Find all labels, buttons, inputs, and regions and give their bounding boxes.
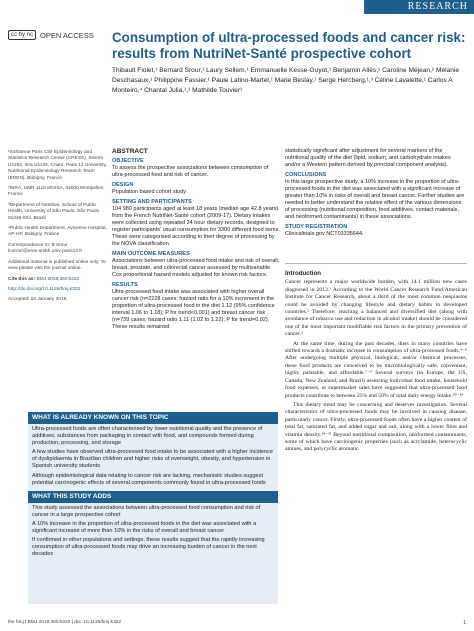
introduction-heading: Introduction	[285, 270, 322, 277]
article-title: Consumption of ultra-processed foods and cancer risk: results from NutriNet-Santé prospective cohort	[112, 30, 466, 61]
results-heading: RESULTS	[112, 282, 138, 288]
setting-text: 104 980 participants aged at least 18 years (median age 42.8 years) from the French NutriNet-Santé cohort (2009-17). Dietary intakes were collected using repeated 24 hour dietary records, designed to register participants' usual consumption for 3300 different food items. These were categorised according to their degree of processing by the NOVA classification.	[112, 206, 280, 247]
open-access-badge	[8, 30, 94, 40]
results-text: Ultra-processed food intake was associated with higher overall cancer risk (n=2228 cases; hazard ratio for a 10% increment in the proportion of ultra-processed food in the diet 1.12 (95% confidence interval 1.06 to 1.18); P for trend<0.001) and breast cancer risk (n=739 cases; hazard ratio 1.11 (1.02 to 1.22); P for trend=0.02). These results remained	[112, 289, 275, 330]
affiliation-3: ³Department of Nutrition, School of Public Health, University of São Paulo, São Paulo 01246-904, Brazil	[8, 202, 100, 221]
additional-material-note: Additional material is published online only. To view please visit the journal online.	[8, 259, 106, 272]
creative-commons-icon: cc by nc	[8, 30, 36, 40]
accepted-date: Accepted: 10 January 2018	[8, 297, 67, 303]
affiliation-1: ¹Sorbonne Paris Cité Epidemiology and Statistics Research Center (CRESS), Inserm U1153, Inra U1125, Cnam, Paris 13 University, Nutritional Epidemiology Research Team (EREN), Bobigny, France	[8, 150, 107, 181]
adds-point-3: If confirmed in other populations and settings, these results suggest that the rapidly increasing consumption of ultra-processed foods may drive an increasing burden of cancer in the next decades	[32, 537, 265, 558]
abstract-heading: ABSTRACT	[112, 148, 148, 155]
adds-heading: WHAT THIS STUDY ADDS	[28, 491, 278, 503]
abstract	[112, 148, 280, 332]
divider	[285, 263, 467, 264]
adds-point-1: This study assessed the associations between ultra-processed food consumption and risk of cancer in a large prospective cohort	[32, 504, 261, 518]
page-number: 1	[463, 620, 466, 626]
conclusions-heading: CONCLUSIONS	[285, 172, 327, 178]
cite-label: Cite this as:	[8, 276, 36, 282]
known-point-1: Ultra-processed foods are often characterised by lower nutritional quality and the presence of additives, substances from packaging in contact with food, and compounds formed during production, processing, and storage	[32, 426, 263, 447]
introduction-paragraph-1: Cancer represents a major worldwide burden, with 14.1 million new cases diagnosed in 2012.¹ According to the World Cancer Research Fund/American Institute for Cancer Research, about a third of the most common neoplasms could be avoided by changing lifestyle and dietary habits in developed countries.² Therefore, reaching a balanced and diversified diet (along with avoidance of tobacco use and reduction in alcohol intake) should be considered one of the most important modifiable risk factors in the primary prevention of cancer.³	[285, 279, 467, 338]
page-footer	[8, 620, 466, 625]
known-heading: WHAT IS ALREADY KNOWN ON THIS TOPIC	[28, 412, 278, 424]
affiliations-column	[8, 150, 108, 308]
cite-reference-link[interactable]: BMJ 2018;360:k322	[36, 276, 80, 282]
design-text: Population based cohort study.	[112, 189, 188, 195]
correspondence: Correspondence to: B Srour b.srour@eren.smbh.univ-paris13.fr	[8, 242, 83, 255]
design-heading: DESIGN	[112, 182, 134, 188]
objective-heading: OBJECTIVE	[112, 158, 144, 164]
introduction-section	[285, 270, 467, 456]
introduction-paragraph-3: This dietary trend may be concerning and deserves investigation. Several characteristics of ultra-processed foods may be involved in causing disease, particularly cancer. Firstly, ultra-processed foods often have a higher content of total fat, saturated fat, and added sugar and salt, along with a lower fibre and vitamin density.¹⁹⁻²¹ Beyond nutritional composition, neoformed contaminants, some of which have carcinogenic properties (such as acrylamide, heterocyclic amines, and polycyclic aromatic	[285, 401, 467, 453]
conclusions-text: In this large prospective study, a 10% increase in the proportion of ultra-processed foods in the diet was associated with a significant increase of greater than 10% in risks of overall and breast cancer. Further studies are needed to better understand the relative effect of the various dimensions of processing (nutritional composition, food additives, contact materials, and neoformed contaminants) in these associations.	[285, 179, 465, 220]
introduction-paragraph-2: At the same time, during the past decades, diets in many countries have shifted towards a dramatic increase in consumption of ultra-processed foods.⁴⁻⁶ After undergoing multiple physical, biological, and/or chemical processes, these food products are conceived to be microbiologically safe, convenient, highly palatable, and affordable.⁷⁻⁹ Several surveys (in Europe, the US, Canada, New Zealand, and Brazil) assessing individual food intake, household food expenses, or supermarket sales have suggested that ultra-processed food products contribute to between 25% and 50% of total daily energy intake.¹⁰⁻¹⁸	[285, 340, 467, 399]
adds-point-2: A 10% increase in the proportion of ultra-processed foods in the diet was associated with a significant increase of more than 10% in the risks of overall and breast cancer	[32, 520, 257, 535]
doi-link[interactable]: http://dx.doi.org/10.1136/bmj.k322	[8, 286, 81, 292]
cite-as	[8, 277, 108, 283]
open-access-label: OPEN ACCESS	[40, 30, 94, 40]
setting-heading: SETTING AND PARTICIPANTS	[112, 199, 192, 205]
outcome-heading: MAIN OUTCOME MEASURES	[112, 251, 190, 257]
outcome-text: Associations between ultra-processed food intake and risk of overall, breast, prostate, and colorectal cancer assessed by multivariable Cox proportional hazard models adjusted for known risk factors.	[112, 258, 280, 278]
affiliation-2: ²INRA, UMR 1110 MOISA, 34000 Montpellier, France	[8, 186, 105, 198]
registration-heading: STUDY REGISTRATION	[285, 224, 348, 230]
known-point-3: Although epidemiological data relating to cancer risk are lacking, mechanistic studies suggest potential carcinogenic effects of several components commonly found in ultra-processed foods	[32, 472, 266, 486]
section-label: RESEARCH	[364, 0, 474, 14]
objective-text: To assess the prospective associations between consumption of ultra-processed food and risk of cancer.	[112, 165, 269, 178]
author-list: Thibault Fiolet,¹ Bernard Srour,¹ Laury Sellem,¹ Emmanuelle Kesse-Guyot,¹ Benjamin Allès,¹ Caroline Méjean,² Mélanie Deschasaux,¹ Philippine Fassier,¹ Paule Latino-Martel,¹ Marie Beslay,¹ Serge Hercberg,¹,³ Céline Lavalette,¹ Carlos A Monteiro,⁴ Chantal Julia,¹,³ Mathilde Touvier¹	[112, 67, 460, 94]
results-continued-text: statistically significant after adjustment for several markers of the nutritional quality of the diet (lipid, sodium, and carbohydrate intakes and/or a Western pattern derived by principal component analysis).	[285, 148, 451, 168]
summary-box	[28, 412, 278, 604]
registration-text: Clinicaltrials.gov NCT03335644.	[285, 231, 364, 237]
affiliation-4: ⁴Public Health Department, Avicenne Hospital, AP-HP, Bobigny, France	[8, 226, 107, 238]
known-point-2: A few studies have observed ultra-processed food intake to be associated with a higher incidence of dyslipidaemia in Brazilian children and higher risks of overweight, obesity, and hypertension in Spanish university students	[32, 449, 273, 470]
abstract-continued	[285, 148, 467, 239]
footer-citation: the bmj | BMJ 2018;360:k322 | doi: 10.1136/bmj.k322	[8, 620, 122, 625]
